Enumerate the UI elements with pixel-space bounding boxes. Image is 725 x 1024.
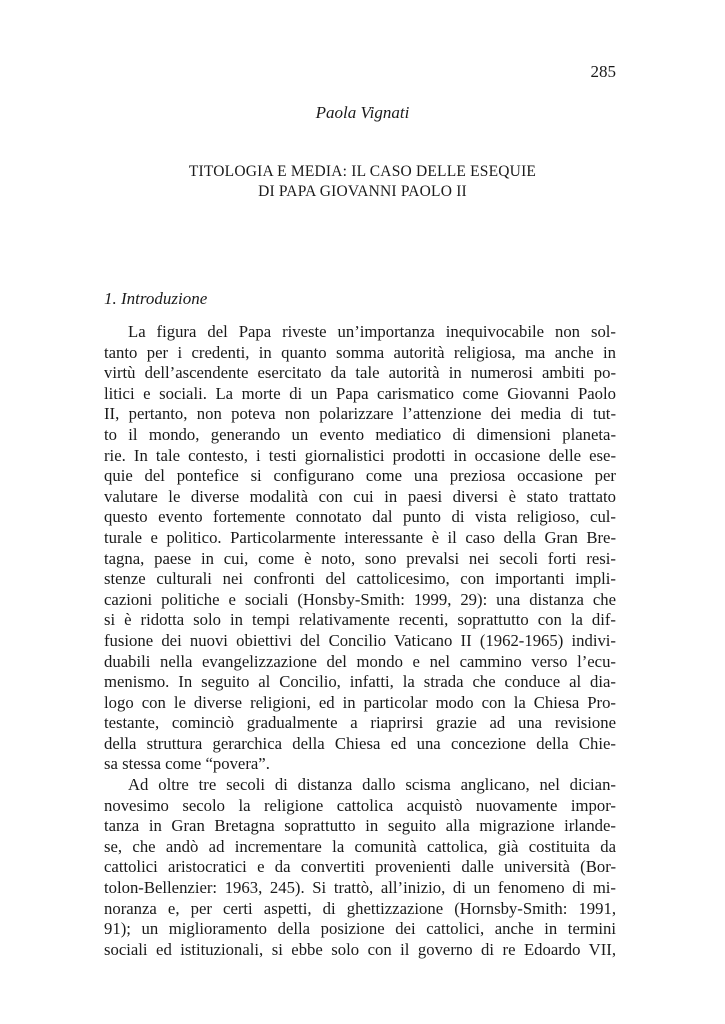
article-title-line: TITOLOGIA E MEDIA: IL CASO DELLE ESEQUIE [188,163,537,180]
text-line: tanza in Gran Bretagna soprattutto in seguito alla migrazione irlande- [104,816,616,836]
text-line: si è ridotta solo in tempi relativamente recenti, soprattutto con la dif- [104,610,616,630]
text-line: rie. In tale contesto, i testi giornalistici prodotti in occasione delle ese- [104,445,616,465]
text-line: valutare le diverse modalità con cui in paesi diversi è stato trattato [104,486,616,506]
text-line: fusione dei nuovi obiettivi del Concilio Vaticano II (1962-1965) indivi- [104,630,616,650]
article-title [0,162,725,202]
text-line: Ad oltre tre secoli di distanza dallo scisma anglicano, nel dician- [128,775,616,795]
text-line: logo con le diverse religioni, ed in particolar modo con la Chiesa Pro- [104,692,616,712]
text-line: litici e sociali. La morte di un Papa carismatico come Giovanni Paolo [104,383,616,403]
article-title-line: DI PAPA GIOVANNI PAOLO II [258,183,467,200]
text-line: sa stessa come “povera”. [104,754,270,774]
text-line: II, pertanto, non poteva non polarizzare l’attenzione dei media di tut- [104,404,616,424]
section-heading: 1. Introduzione [104,289,208,308]
text-line: tanto per i credenti, in quanto somma autorità religiosa, ma anche in [104,342,616,362]
text-line: virtù dell’ascendente esercitato da tale autorità in numerosi ambiti po- [104,363,616,383]
text-line: noranza e, per certi aspetti, di ghettizzazione (Hornsby-Smith: 1991, [104,898,616,918]
author-name: Paola Vignati [315,103,410,122]
text-line: to il mondo, generando un evento mediatico di dimensioni planeta- [104,424,616,444]
text-line: duabili nella evangelizzazione del mondo e nel cammino verso l’ecu- [104,651,616,671]
text-line: quie del pontefice si configurano come una preziosa occasione per [104,466,616,486]
text-line: della struttura gerarchica della Chiesa ed una concezione della Chie- [104,733,616,753]
text-line: testante, cominciò gradualmente a riaprirsi grazie ad una revisione [104,713,616,733]
text-line: questo evento fortemente connotato dal punto di vista religioso, cul- [104,507,616,527]
body-text [104,322,616,960]
paragraph [104,775,616,960]
text-line: cazioni politiche e sociali (Honsby-Smith: 1999, 29): una distanza che [104,589,616,609]
paragraph [104,322,616,775]
text-line: tolon-Bellenzier: 1963, 245). Si trattò, all’inizio, di un fenomeno di mi- [104,878,616,898]
text-line: menismo. In seguito al Concilio, infatti, la strada che conduce al dia- [104,672,616,692]
text-line: stenze culturali nei confronti del cattolicesimo, con importanti impli- [104,569,616,589]
text-line: 91); un miglioramento della posizione dei cattolici, anche in termini [104,919,616,939]
text-line: sociali ed istituzionali, si ebbe solo con il governo di re Edoardo VII, [104,939,616,959]
text-line: La figura del Papa riveste un’importanza inequivocabile non sol- [128,322,616,341]
text-line: se, che andò ad incrementare la comunità cattolica, già costituita da [104,836,616,856]
text-line: tagna, paese in cui, come è noto, sono prevalsi nei secoli forti resi- [104,548,616,568]
text-line: turale e politico. Particolarmente interessante è il caso della Gran Bre- [104,527,616,547]
page-number: 285 [590,62,616,81]
text-line: cattolici aristocratici e da convertiti provenienti dalle università (Bor- [104,857,616,877]
text-line: novesimo secolo la religione cattolica acquistò nuovamente impor- [104,795,616,815]
